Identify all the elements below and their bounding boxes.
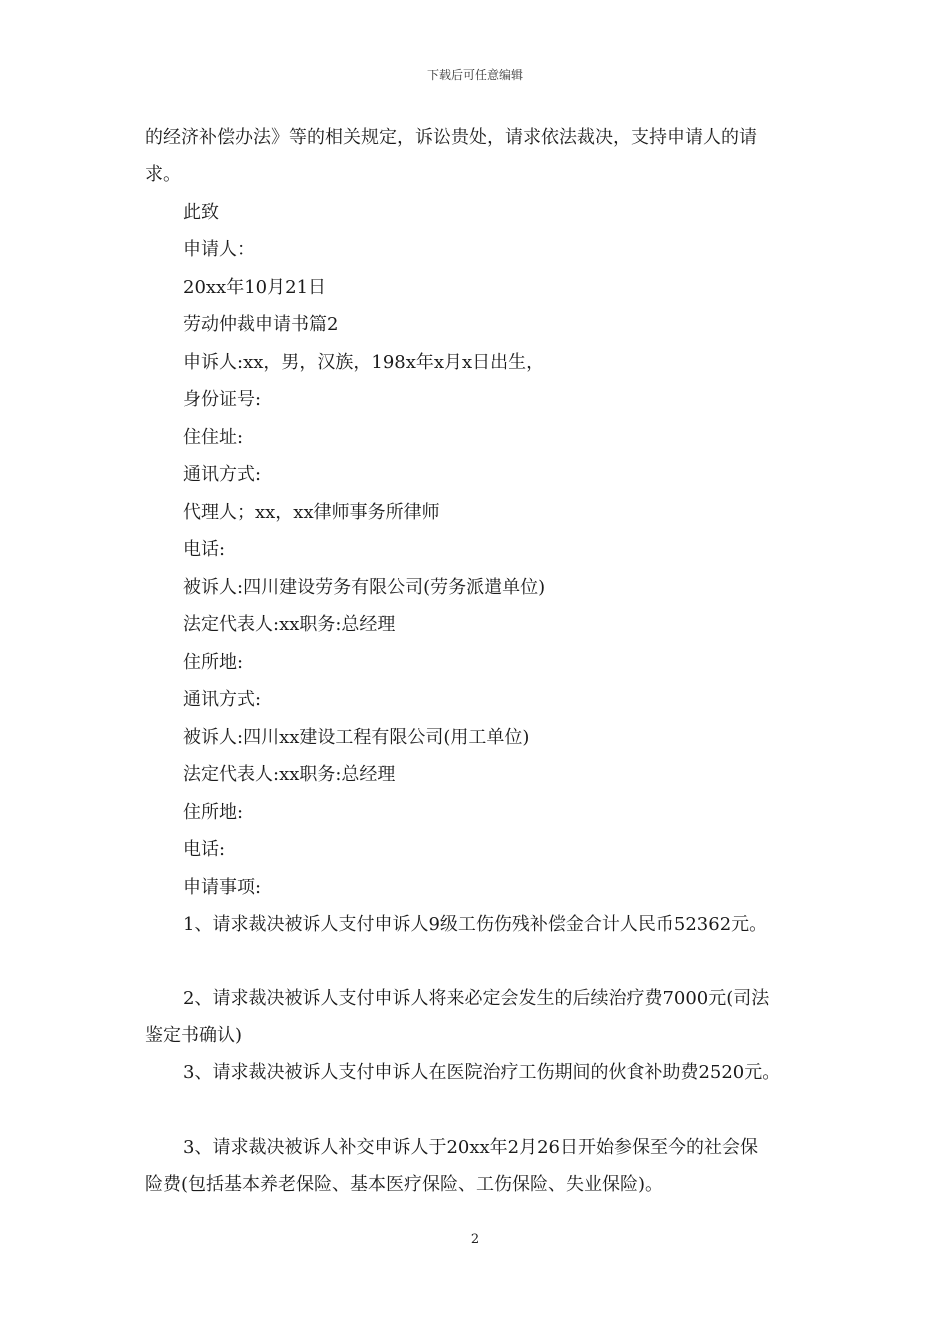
phone-line: 电话: [183,539,226,560]
respondent-line: 被诉人:四川建设劳务有限公司(劳务派遣单位) [183,577,546,598]
domicile-line: 住所地: [183,652,244,673]
complainant-line: 申诉人:xx，男，汉族，198x年x月x日出生， [183,352,545,373]
claims-heading: 申请事项: [183,877,262,898]
page-number: 2 [470,1232,480,1247]
contact-line: 通讯方式: [183,464,262,485]
claim-item: 2、请求裁决被诉人支付申诉人将来必定会发生的后续治疗费7000元(司法 [183,988,770,1009]
legal-rep-line: 法定代表人:xx职务:总经理 [183,764,396,785]
agent-line: 代理人；xx，xx律师事务所律师 [183,502,440,523]
body-line: 的经济补偿办法》等的相关规定，诉讼贵处，请求依法裁决，支持申请人的请 [145,127,757,148]
id-number-line: 身份证号: [183,389,262,410]
legal-rep-line: 法定代表人:xx职务:总经理 [183,614,396,635]
body-line: 求。 [145,164,181,185]
address-line: 住住址: [183,427,244,448]
date-line: 20xx年10月21日 [183,277,327,298]
phone-line: 电话: [183,839,226,860]
applicant-label: 申请人： [183,239,255,260]
claim-item: 1、请求裁决被诉人支付申诉人9级工伤伤残补偿金合计人民币52362元。 [183,914,768,935]
salutation: 此致 [183,202,219,223]
respondent-line: 被诉人:四川xx建设工程有限公司(用工单位) [183,727,530,748]
section-title: 劳动仲裁申请书篇2 [183,314,339,335]
claim-item-continuation: 鉴定书确认) [145,1025,243,1046]
domicile-line: 住所地: [183,802,244,823]
claim-item-continuation: 险费(包括基本养老保险、基本医疗保险、工伤保险、失业保险)。 [145,1174,664,1195]
claim-item: 3、请求裁决被诉人支付申诉人在医院治疗工伤期间的伙食补助费2520元。 [183,1062,781,1083]
page-header: 下载后可任意编辑 [426,68,523,82]
contact-line: 通讯方式: [183,689,262,710]
claim-item: 3、请求裁决被诉人补交申诉人于20xx年2月26日开始参保至今的社会保 [183,1137,759,1158]
